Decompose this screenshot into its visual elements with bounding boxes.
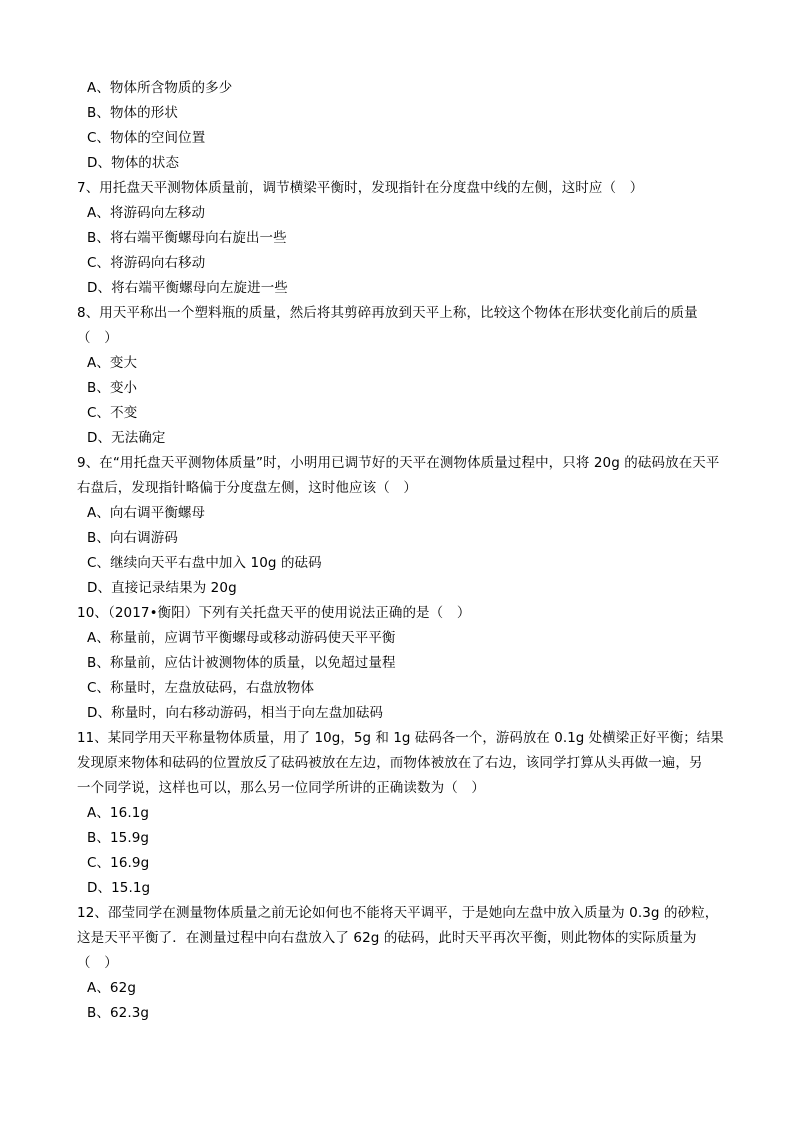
q7-option-b: B、将右端平衡螺母向右旋出一些 (87, 230, 287, 246)
q9-option-a: A、向右调平衡螺母 (87, 505, 206, 521)
q8-stem-line-1: 8、用天平称出一个塑料瓶的质量，然后将其剪碎再放到天平上称，比较这个物体在形状变化前后的质量 (77, 305, 698, 321)
q8-stem-line-2: （ ） (77, 330, 118, 346)
q9-stem-line-2: 右盘后，发现指针略偏于分度盘左侧，这时他应该（ ） (77, 480, 417, 496)
q9-option-b: B、向右调游码 (87, 530, 178, 546)
q10-option-c: C、称量时，左盘放砝码，右盘放物体 (87, 680, 315, 696)
q11-option-b: B、15.9g (87, 830, 150, 846)
q11-stem-line-1: 11、某同学用天平称量物体质量，用了 10g，5g 和 1g 砝码各一个，游码放在 0.1g 处横梁正好平衡；结果 (77, 730, 724, 746)
q10-option-b: B、称量前，应估计被测物体的质量，以免超过量程 (87, 655, 396, 671)
q7-option-a: A、将游码向左移动 (87, 205, 206, 221)
q12-stem-line-1: 12、邵莹同学在测量物体质量之前无论如何也不能将天平调平，于是她向左盘中放入质量为 0.3g 的砂粒， (77, 905, 719, 921)
q6-option-b: B、物体的形状 (87, 105, 178, 121)
q11-option-c: C、16.9g (87, 855, 150, 871)
q7-option-d: D、将右端平衡螺母向左旋进一些 (87, 280, 288, 296)
q7-option-c: C、将游码向右移动 (87, 255, 206, 271)
q8-option-b: B、变小 (87, 380, 138, 396)
q9-stem-line-1: 9、在“用托盘天平测物体质量”时，小明用已调节好的天平在测物体质量过程中，只将 20g 的砝码放在天平 (77, 455, 720, 471)
q8-option-a: A、变大 (87, 355, 138, 371)
q12-stem-line-2: 这是天平平衡了．在测量过程中向右盘放入了 62g 的砝码，此时天平再次平衡，则此物体的实际质量为 (77, 930, 697, 946)
q6-option-c: C、物体的空间位置 (87, 130, 206, 146)
q8-option-d: D、无法确定 (87, 430, 166, 446)
q8-option-c: C、不变 (87, 405, 138, 421)
q11-stem-line-2: 发现原来物体和砝码的位置放反了砝码被放在左边，而物体被放在了右边，该同学打算从头再做一遍，另 (77, 755, 703, 771)
q9-option-d: D、直接记录结果为 20g (87, 580, 237, 596)
q11-option-d: D、15.1g (87, 880, 151, 896)
q10-option-d: D、称量时，向右移动游码，相当于向左盘加砝码 (87, 705, 384, 721)
q11-option-a: A、16.1g (87, 805, 150, 821)
q10-stem: 10、（2017•衡阳）下列有关托盘天平的使用说法正确的是（ ） (77, 605, 471, 621)
q12-option-a: A、62g (87, 980, 136, 996)
q6-option-d: D、物体的状态 (87, 155, 180, 171)
q12-stem-line-3: （ ） (77, 955, 118, 971)
q10-option-a: A、称量前，应调节平衡螺母或移动游码使天平平衡 (87, 630, 396, 646)
q9-option-c: C、继续向天平右盘中加入 10g 的砝码 (87, 555, 322, 571)
q7-stem: 7、用托盘天平测物体质量前，调节横梁平衡时，发现指针在分度盘中线的左侧，这时应（ ） (77, 180, 644, 196)
q6-option-a: A、物体所含物质的多少 (87, 80, 233, 96)
q11-stem-line-3: 一个同学说，这样也可以，那么另一位同学所讲的正确读数为（ ） (77, 780, 485, 796)
q12-option-b: B、62.3g (87, 1005, 150, 1021)
